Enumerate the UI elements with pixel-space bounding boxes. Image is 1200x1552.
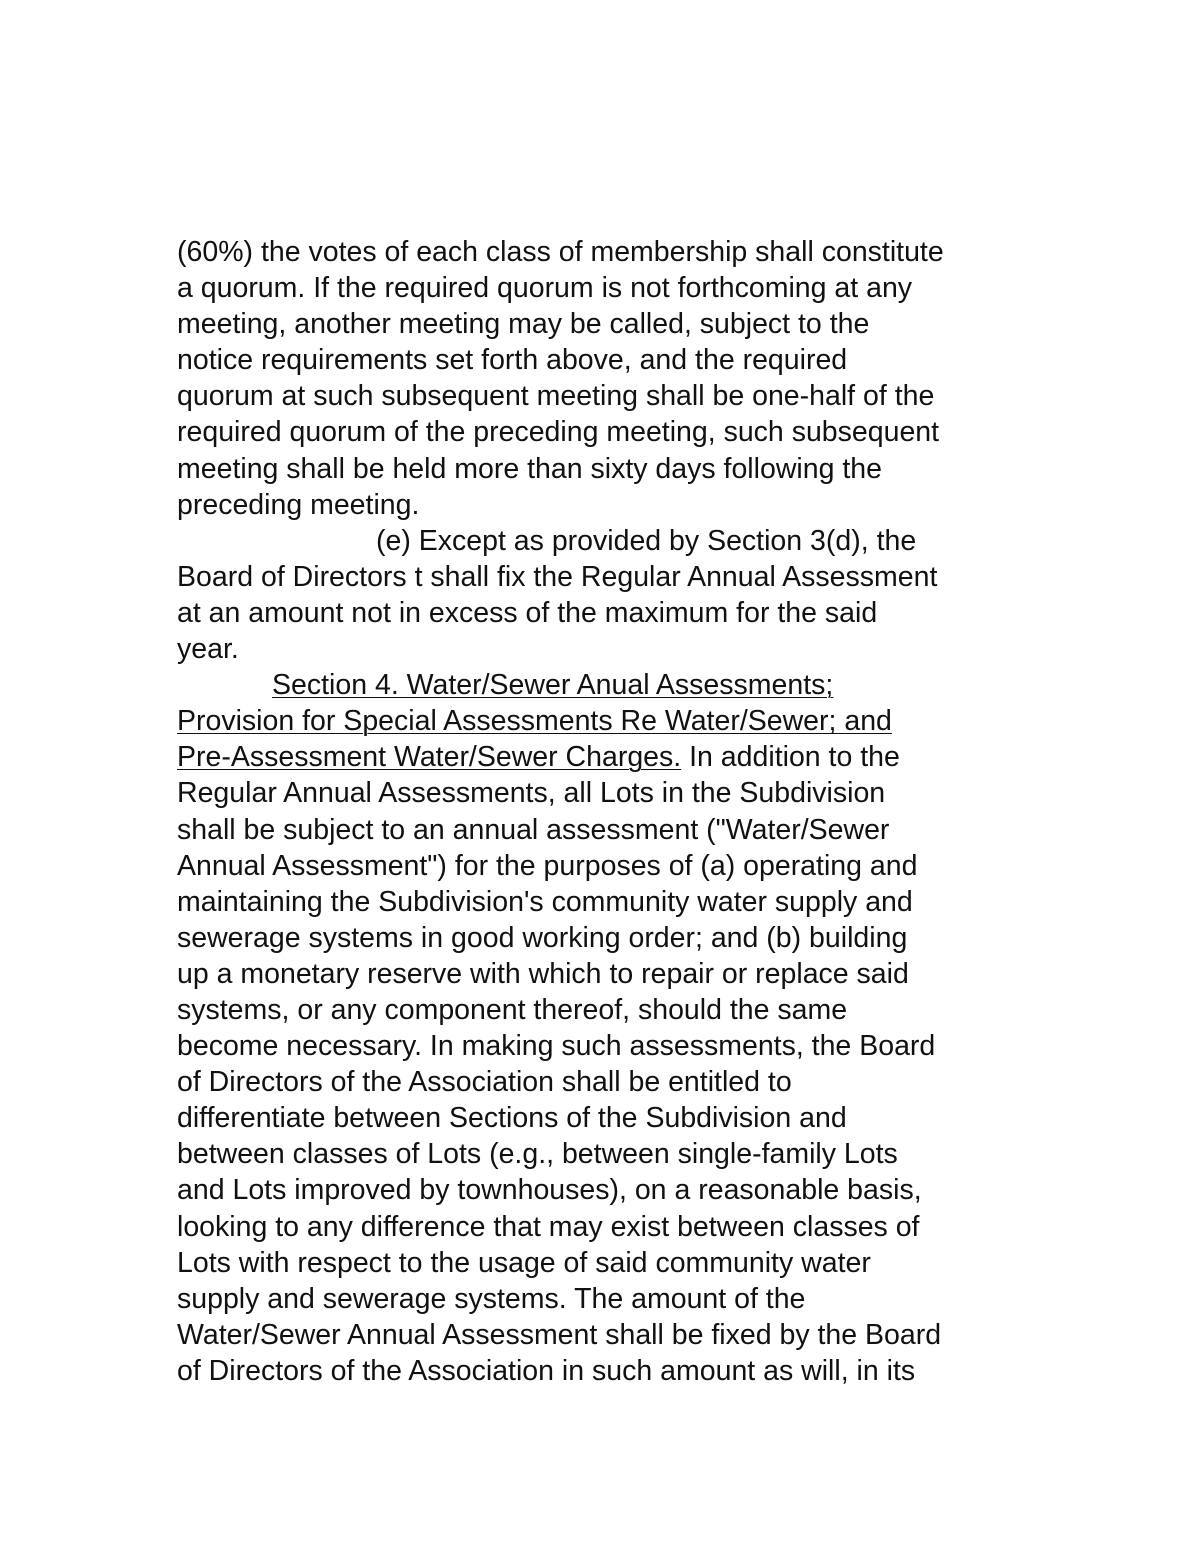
text-line bbox=[177, 812, 1037, 848]
text-segment: and Lots improved by townhouses), on a reasonable basis, bbox=[177, 1174, 922, 1207]
text-segment: at an amount not in excess of the maximum for the said bbox=[177, 596, 878, 629]
text-line bbox=[177, 378, 1037, 414]
text-segment: differentiate between Sections of the Subdivision and bbox=[177, 1102, 847, 1135]
section-heading-text: Provision for Special Assessments Re Water/Sewer; and bbox=[177, 705, 892, 738]
text-line bbox=[177, 1209, 1037, 1245]
text-line bbox=[177, 631, 1037, 667]
text-line bbox=[177, 1245, 1037, 1281]
text-line bbox=[177, 848, 1037, 884]
text-segment: become necessary. In making such assessments, the Board bbox=[177, 1030, 936, 1063]
text-line bbox=[177, 306, 1037, 342]
text-line bbox=[177, 920, 1037, 956]
text-line bbox=[177, 703, 1037, 739]
text-line bbox=[177, 992, 1037, 1028]
text-line bbox=[177, 739, 1037, 775]
text-segment: meeting shall be held more than sixty days following the bbox=[177, 452, 882, 485]
text-line bbox=[177, 1353, 1037, 1389]
text-segment: looking to any difference that may exist between classes of bbox=[177, 1210, 920, 1243]
section-heading-text: Section 4. Water/Sewer Anual Assessments; bbox=[272, 669, 834, 702]
text-segment: supply and sewerage systems. The amount of the bbox=[177, 1282, 806, 1315]
text-line bbox=[177, 595, 1037, 631]
text-segment: (60%) the votes of each class of membership shall constitute bbox=[177, 236, 944, 268]
text-segment: between classes of Lots (e.g., between single-family Lots bbox=[177, 1138, 898, 1171]
text-line bbox=[177, 1172, 1037, 1208]
text-line bbox=[177, 414, 1037, 450]
text-line bbox=[177, 559, 1037, 595]
text-segment: In addition to the bbox=[681, 741, 900, 774]
text-segment: quorum at such subsequent meeting shall be one-half of the bbox=[177, 380, 935, 413]
text-line bbox=[177, 1317, 1037, 1353]
text-line bbox=[177, 1281, 1037, 1317]
text-segment: Lots with respect to the usage of said community water bbox=[177, 1246, 871, 1279]
text-segment: Regular Annual Assessments, all Lots in the Subdivision bbox=[177, 777, 886, 810]
text-line bbox=[177, 884, 1037, 920]
section-heading-text: Pre-Assessment Water/Sewer Charges. bbox=[177, 741, 682, 774]
text-line bbox=[177, 234, 1037, 270]
text-line bbox=[177, 342, 1037, 378]
text-segment: meeting, another meeting may be called, subject to the bbox=[177, 308, 870, 341]
body-text bbox=[177, 234, 1037, 1389]
text-line bbox=[177, 270, 1037, 306]
text-line bbox=[177, 667, 1037, 703]
text-line bbox=[177, 451, 1037, 487]
text-segment: of Directors of the Association shall be entitled to bbox=[177, 1066, 792, 1099]
text-segment: notice requirements set forth above, and the required bbox=[177, 344, 848, 377]
text-line bbox=[177, 1064, 1037, 1100]
text-segment: systems, or any component thereof, should the same bbox=[177, 993, 848, 1026]
text-line bbox=[177, 956, 1037, 992]
text-segment: Water/Sewer Annual Assessment shall be fixed by the Board bbox=[177, 1318, 942, 1351]
text-segment: a quorum. If the required quorum is not forthcoming at any bbox=[177, 272, 913, 305]
text-segment: preceding meeting. bbox=[177, 488, 420, 521]
text-segment: sewerage systems in good working order; and (b) building bbox=[177, 921, 908, 954]
text-segment: Annual Assessment") for the purposes of (a) operating and bbox=[177, 849, 918, 882]
text-segment: (e) Except as provided by Section 3(d), the bbox=[376, 524, 917, 557]
text-segment: year. bbox=[177, 633, 239, 666]
text-segment: of Directors of the Association in such amount as will, in its bbox=[177, 1354, 916, 1387]
text-segment: maintaining the Subdivision's community water supply and bbox=[177, 885, 913, 918]
text-line bbox=[177, 523, 1037, 559]
text-line bbox=[177, 1136, 1037, 1172]
text-line bbox=[177, 487, 1037, 523]
text-line bbox=[177, 1028, 1037, 1064]
text-line bbox=[177, 775, 1037, 811]
text-segment: Board of Directors t shall fix the Regular Annual Assessment bbox=[177, 560, 938, 593]
text-line bbox=[177, 1100, 1037, 1136]
text-segment: shall be subject to an annual assessment ("Water/Sewer bbox=[177, 813, 890, 846]
text-segment: required quorum of the preceding meeting, such subsequent bbox=[177, 416, 940, 449]
text-segment: up a monetary reserve with which to repair or replace said bbox=[177, 957, 909, 990]
